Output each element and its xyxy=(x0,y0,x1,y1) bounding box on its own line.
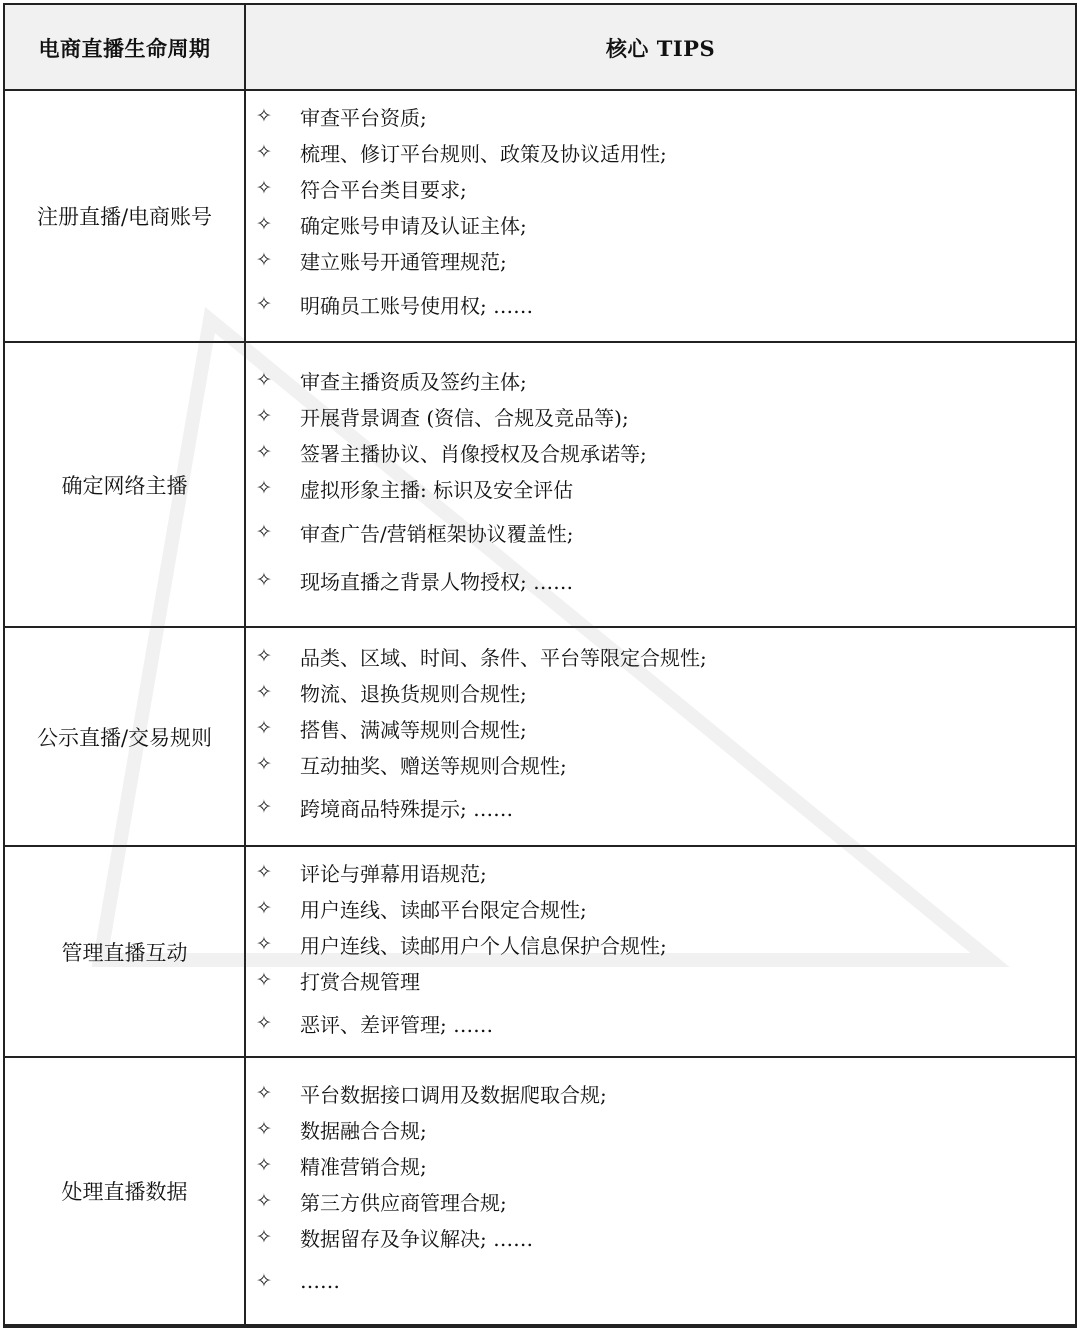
diamond-bullet-icon: ✧ xyxy=(256,105,272,127)
list-item: ✧ 现场直播之背景人物授权; …… xyxy=(256,569,574,594)
stage-label: 公示直播/交易规则 xyxy=(36,725,213,750)
stage-label: 确定网络主播 xyxy=(61,473,188,498)
diamond-bullet-icon: ✧ xyxy=(256,405,272,427)
table-row xyxy=(5,343,1075,628)
diamond-bullet-icon: ✧ xyxy=(256,969,272,991)
list-item: ✧ 评论与弹幕用语规范; xyxy=(256,861,487,886)
stage-label: 注册直播/电商账号 xyxy=(36,205,213,229)
list-item: ✧ 确定账号申请及认证主体; xyxy=(256,213,527,238)
tips-cell xyxy=(246,847,1075,1056)
stage-label: 管理直播互动 xyxy=(61,940,188,965)
list-item: ✧ 互动抽奖、赠送等规则合规性; xyxy=(256,753,567,778)
header-core-tips: 核心 TIPS xyxy=(605,36,716,61)
list-item: ✧ 用户连线、读邮平台限定合规性; xyxy=(256,897,587,922)
list-item: ✧ 跨境商品特殊提示; …… xyxy=(256,796,514,821)
diamond-bullet-icon: ✧ xyxy=(256,141,272,163)
list-item: ✧ 虚拟形象主播: 标识及安全评估 xyxy=(256,477,574,502)
list-item: ✧ 符合平台类目要求; xyxy=(256,177,467,202)
diamond-bullet-icon: ✧ xyxy=(256,441,272,463)
tips-cell xyxy=(246,343,1075,626)
lifecycle-table xyxy=(3,3,1077,1328)
list-item: ✧ 平台数据接口调用及数据爬取合规; xyxy=(256,1082,607,1107)
table-header-row xyxy=(5,5,1075,91)
table-row xyxy=(5,1058,1075,1326)
diamond-bullet-icon: ✧ xyxy=(256,569,272,591)
diamond-bullet-icon: ✧ xyxy=(256,1012,272,1034)
list-item: ✧ 审查平台资质; xyxy=(256,105,427,130)
diamond-bullet-icon: ✧ xyxy=(256,645,272,667)
list-item: ✧ 明确员工账号使用权; …… xyxy=(256,293,534,318)
diamond-bullet-icon: ✧ xyxy=(256,1270,272,1292)
stage-label: 处理直播数据 xyxy=(61,1180,188,1204)
tips-cell xyxy=(246,1058,1075,1324)
column-divider xyxy=(244,5,246,1326)
diamond-bullet-icon: ✧ xyxy=(256,1226,272,1248)
list-item: ✧ 审查广告/营销框架协议覆盖性; xyxy=(256,521,574,546)
list-item: ✧ 第三方供应商管理合规; xyxy=(256,1190,507,1215)
diamond-bullet-icon: ✧ xyxy=(256,861,272,883)
diamond-bullet-icon: ✧ xyxy=(256,177,272,199)
diamond-bullet-icon: ✧ xyxy=(256,933,272,955)
list-item: ✧ 搭售、满减等规则合规性; xyxy=(256,717,527,742)
tips-cell xyxy=(246,628,1075,845)
table-row xyxy=(5,628,1075,847)
diamond-bullet-icon: ✧ xyxy=(256,521,272,543)
list-item: ✧ 梳理、修订平台规则、政策及协议适用性; xyxy=(256,141,667,166)
list-item: ✧ 签署主播协议、肖像授权及合规承诺等; xyxy=(256,441,647,466)
table-row xyxy=(5,91,1075,343)
list-item: ✧ 打赏合规管理 xyxy=(256,969,420,994)
diamond-bullet-icon: ✧ xyxy=(256,1082,272,1104)
list-item: ✧ 数据融合合规; xyxy=(256,1118,427,1143)
diamond-bullet-icon: ✧ xyxy=(256,1118,272,1140)
list-item: ✧ 精准营销合规; xyxy=(256,1154,427,1179)
diamond-bullet-icon: ✧ xyxy=(256,369,272,391)
diamond-bullet-icon: ✧ xyxy=(256,897,272,919)
list-item: ✧ 审查主播资质及签约主体; xyxy=(256,369,527,394)
list-item: ✧ 数据留存及争议解决; …… xyxy=(256,1226,534,1251)
diamond-bullet-icon: ✧ xyxy=(256,213,272,235)
diamond-bullet-icon: ✧ xyxy=(256,753,272,775)
list-item: ✧ 开展背景调查 (资信、合规及竞品等); xyxy=(256,405,629,430)
header-lifecycle: 电商直播生命周期 xyxy=(38,36,211,61)
diamond-bullet-icon: ✧ xyxy=(256,796,272,818)
diamond-bullet-icon: ✧ xyxy=(256,717,272,739)
diamond-bullet-icon: ✧ xyxy=(256,249,272,271)
diamond-bullet-icon: ✧ xyxy=(256,1154,272,1176)
list-item: ✧ 品类、区域、时间、条件、平台等限定合规性; xyxy=(256,645,707,670)
tips-cell xyxy=(246,91,1075,341)
diamond-bullet-icon: ✧ xyxy=(256,293,272,315)
list-item: ✧ …… xyxy=(256,1269,340,1293)
diamond-bullet-icon: ✧ xyxy=(256,477,272,499)
list-item: ✧ 物流、退换货规则合规性; xyxy=(256,681,527,706)
list-item: ✧ 恶评、差评管理; …… xyxy=(256,1012,494,1037)
table-row xyxy=(5,847,1075,1058)
list-item: ✧ 建立账号开通管理规范; xyxy=(256,249,507,274)
diamond-bullet-icon: ✧ xyxy=(256,681,272,703)
diamond-bullet-icon: ✧ xyxy=(256,1190,272,1212)
list-item: ✧ 用户连线、读邮用户个人信息保护合规性; xyxy=(256,933,667,958)
